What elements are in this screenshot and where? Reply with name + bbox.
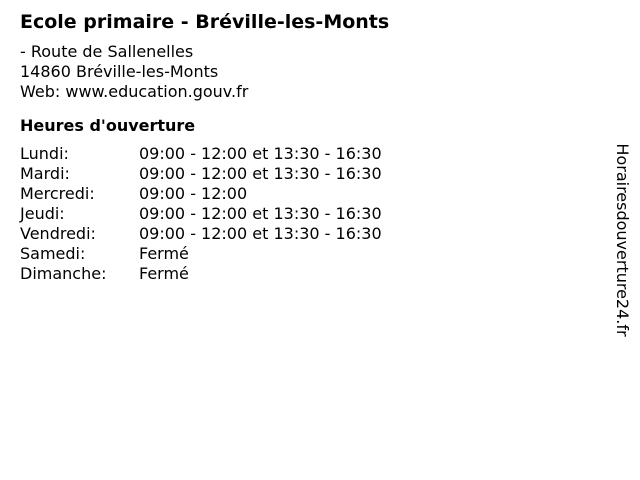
hours-row-dimanche [20,264,600,284]
hours-heading: Heures d'ouverture [20,116,196,135]
hours-row-mardi [20,164,600,184]
day-hours: 09:00 - 12:00 et 13:30 - 16:30 [139,204,382,223]
day-hours: 09:00 - 12:00 et 13:30 - 16:30 [139,164,382,183]
hours-row-samedi [20,244,600,264]
day-hours: Fermé [139,244,189,263]
school-card [20,10,600,284]
page-title: Ecole primaire - Bréville-les-Monts [20,11,390,33]
hours-row-vendredi [20,224,600,244]
day-label: Mardi: [20,164,70,183]
hours-table [20,144,600,284]
day-hours: 09:00 - 12:00 et 13:30 - 16:30 [139,144,382,163]
hours-row-lundi [20,144,600,164]
hours-row-jeudi [20,204,600,224]
day-label: Lundi: [20,144,69,163]
hours-row-mercredi [20,184,600,204]
website-link[interactable]: Web: www.education.gouv.fr [20,82,249,101]
address-city: 14860 Bréville-les-Monts [20,62,219,81]
day-hours: 09:00 - 12:00 et 13:30 - 16:30 [139,224,382,243]
site-watermark: Horairesdouverture24.fr [613,143,632,337]
day-label: Jeudi: [20,204,65,223]
day-label: Samedi: [20,244,86,263]
day-label: Mercredi: [20,184,95,203]
day-label: Vendredi: [20,224,96,243]
address-street: - Route de Sallenelles [20,42,194,61]
day-label: Dimanche: [20,264,107,283]
day-hours: 09:00 - 12:00 [139,184,248,203]
day-hours: Fermé [139,264,189,283]
address-block [20,42,600,102]
